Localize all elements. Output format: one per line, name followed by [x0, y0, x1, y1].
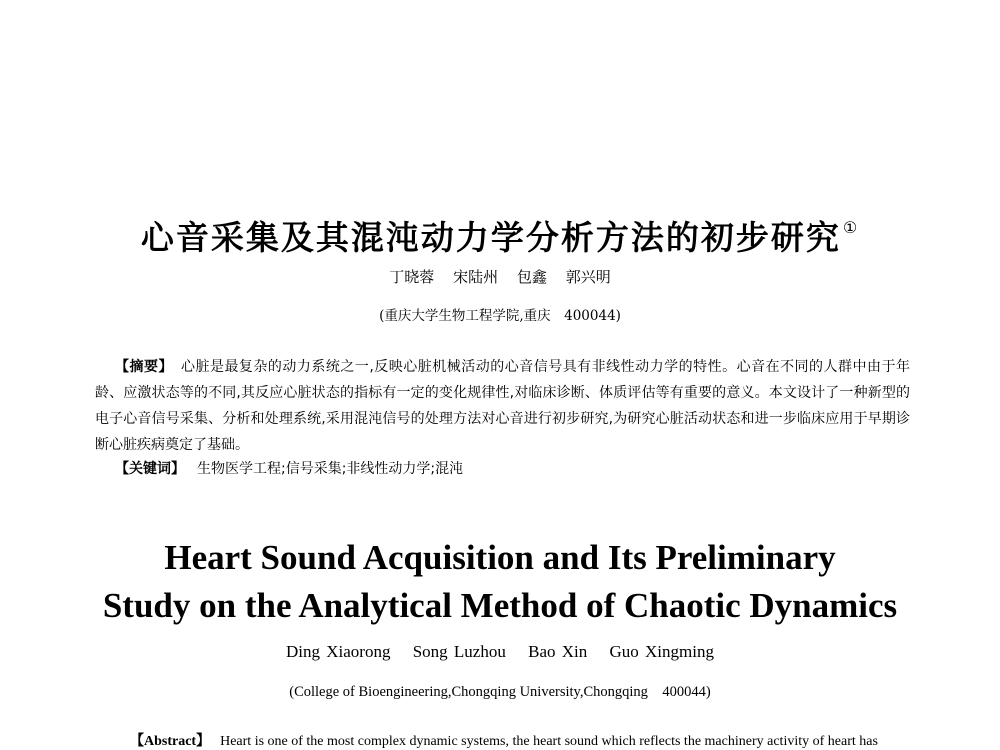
- english-author: Guo Xingming: [609, 642, 714, 661]
- english-author: Song Luzhou: [412, 642, 506, 661]
- chinese-authors: [0, 266, 1000, 287]
- english-title-line1: Heart Sound Acquisition and Its Preliminary: [164, 538, 836, 577]
- english-affiliation: (College of Bioengineering,Chongqing University,Chongqing 400044): [289, 684, 711, 700]
- english-title-line2: Study on the Analytical Method of Chaotic Dynamics: [102, 586, 898, 625]
- chinese-author: 包鑫: [516, 268, 547, 286]
- chinese-affiliation: (重庆大学生物工程学院,重庆 400044): [379, 308, 621, 324]
- chinese-abstract-label: 【摘要】: [115, 359, 173, 375]
- footnote-mark: ①: [842, 218, 860, 237]
- english-authors: [0, 642, 1000, 662]
- chinese-author: 丁晓蓉: [389, 268, 435, 286]
- english-abstract: [130, 730, 910, 750]
- chinese-abstract: [95, 354, 910, 458]
- chinese-keywords-text: 生物医学工程;信号采集;非线性动力学;混沌: [197, 461, 464, 477]
- chinese-author: 宋陆州: [453, 268, 499, 286]
- english-author: Ding Xiaorong: [286, 642, 391, 661]
- chinese-keywords: [115, 458, 463, 478]
- chinese-author: 郭兴明: [565, 268, 611, 286]
- chinese-abstract-text: 心脏是最复杂的动力系统之一,反映心脏机械活动的心音信号具有非线性动力学的特性。心音在不同的人群中由于年龄、应激状态等的不同,其反应心脏状态的指标有一定的变化规律性,对临床诊断、体质评估等有重要的意义。本文设计了一种新型的电子心音信号采集、分析和处理系统,采用混沌信号的处理方法对心音进行初步研究,为研究心脏活动状态和进一步临床应用于早期诊断心脏疾病奠定了基础。: [95, 359, 910, 453]
- chinese-title: [0, 212, 1000, 259]
- english-abstract-text: Heart is one of the most complex dynamic systems, the heart sound which reflects the machinery activity of heart has: [220, 734, 878, 749]
- english-abstract-label: 【Abstract】: [130, 734, 211, 749]
- chinese-keywords-label: 【关键词】: [115, 461, 185, 477]
- chinese-title-text: 心音采集及其混沌动力学分析方法的初步研究: [140, 218, 841, 257]
- english-author: Bao Xin: [528, 642, 588, 661]
